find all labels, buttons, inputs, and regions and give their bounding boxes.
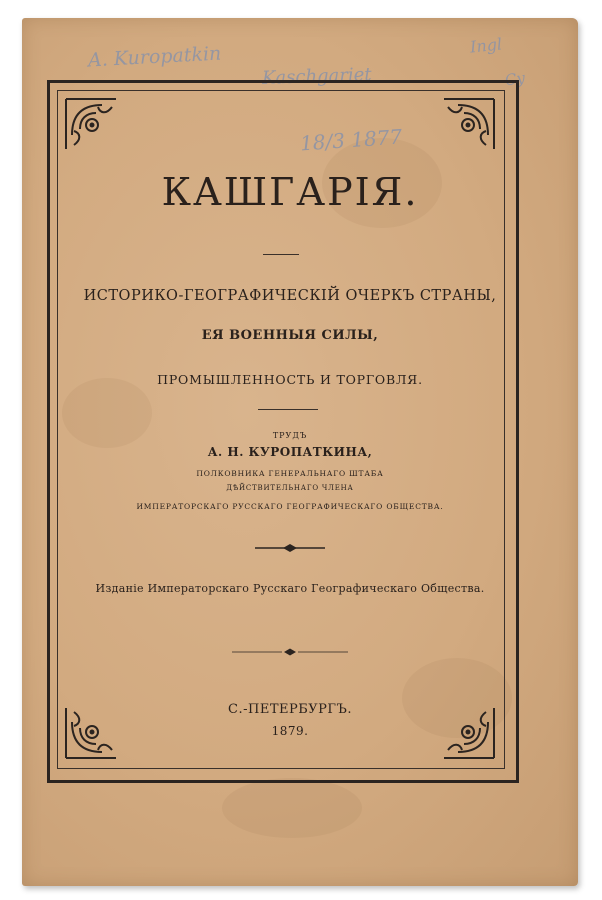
subtitle-line-2: ЕЯ ВОЕННЫЯ СИЛЫ, bbox=[201, 328, 379, 343]
handwritten-owner-name: A. Kuropatkin bbox=[87, 42, 222, 72]
author-rank-line-2: ДѢЙСТВИТЕЛЬНАГО ЧЛЕНА bbox=[226, 484, 354, 492]
ornament-corner-icon bbox=[62, 95, 120, 153]
divider bbox=[263, 254, 299, 255]
divider bbox=[258, 409, 318, 410]
handwritten-note: Kaschgariet bbox=[261, 64, 372, 89]
paper-stain bbox=[222, 778, 362, 838]
handwritten-note: Ingl bbox=[469, 34, 503, 57]
author-rank-line-1: ПОЛКОВНИКА ГЕНЕРАЛЬНАГО ШТАБА bbox=[196, 469, 384, 478]
publication-year: 1879. bbox=[271, 724, 309, 738]
publisher-line: Изданіе Императорскаго Русскаго Географическаго Общества. bbox=[95, 582, 485, 595]
handwritten-note: Cy bbox=[503, 68, 527, 90]
ornament-divider-icon bbox=[232, 648, 348, 656]
publication-city: С.-ПЕТЕРБУРГЪ. bbox=[228, 702, 352, 717]
subtitle-line-1: ИСТОРИКО-ГЕОГРАФИЧЕСКІЙ ОЧЕРКЪ СТРАНЫ, bbox=[83, 288, 497, 304]
author-rank-line-3: ИМПЕРАТОРСКАГО РУССКАГО ГЕОГРАФИЧЕСКАГО ОБЩЕСТВА. bbox=[136, 502, 444, 511]
author-name: А. Н. КУРОПАТКИНА, bbox=[207, 445, 373, 459]
subtitle-line-3: ПРОМЫШЛЕННОСТЬ И ТОРГОВЛЯ. bbox=[157, 372, 423, 387]
ornament-corner-icon bbox=[440, 95, 498, 153]
handwritten-date: 18/3 1877 bbox=[299, 124, 403, 156]
work-label: ТРУДЪ bbox=[272, 431, 308, 440]
ornament-divider-icon bbox=[255, 543, 325, 553]
book-title: КАШГАРІЯ. bbox=[161, 170, 419, 214]
